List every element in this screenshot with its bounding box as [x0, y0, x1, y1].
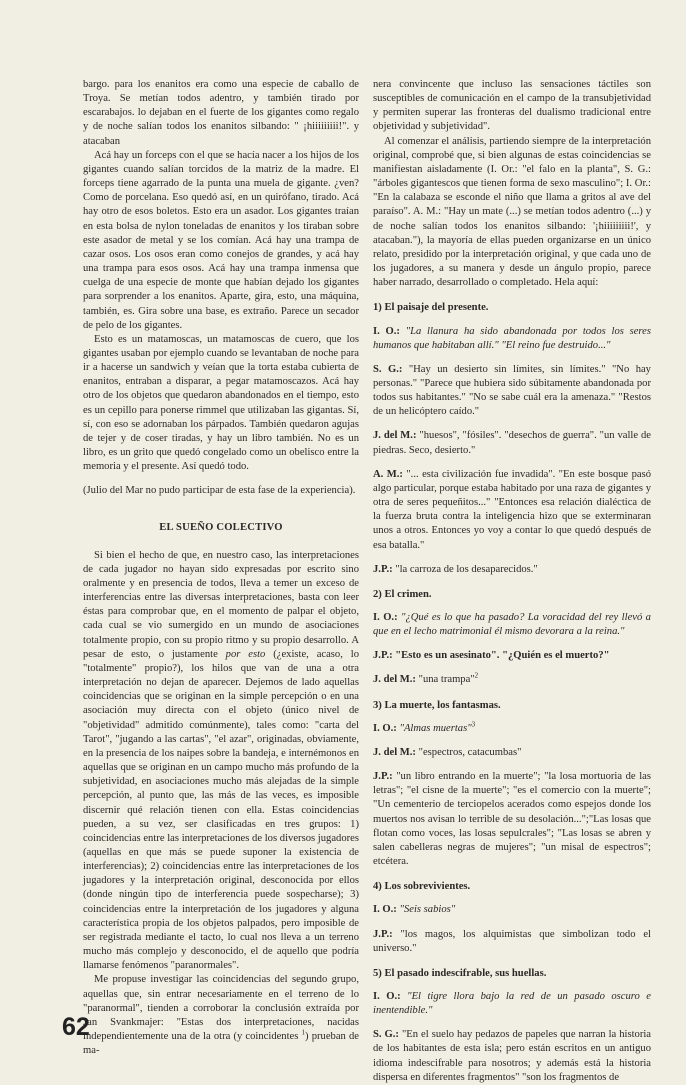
paragraph: Al comenzar el análisis, partiendo siempre de la interpretación original, comprobé que, si bien algunas de estas coincidencias se manifiestan aisladamente (I. Or.: "el falo en la planta", S. G.: "árboles gigantescos que tienen forma de sexo masculino"; I. Or.: "En la calabaza se esconde el niño que llama a gritos al ave del paraíso". A. M.: "Hay un mate (...) se metían todos adentro (...) y de noche salían todos los enanitos silbando: '¡hiiiiiiiii!', y atacaban."), la mayoría de ellas pueden organizarse en un único relato, presidido por la interpretación original, y que cada uno de los jugadores, a su manera y desde un ángulo propio, parece haber narrado, desarrollado o completado. Hela aquí:: [373, 135, 651, 289]
subsection-title: 4) Los sobrevivientes.: [373, 881, 471, 893]
left-column: [83, 78, 359, 1058]
subsection-title: 3) La muerte, los fantasmas.: [373, 699, 501, 711]
quote-entry: A. M.: "... esta civilización fue invadida". "En este bosque pasó algo particular, porque estaba habitado por una raza de gigantes y otra de seres pequeñitos..." "Entonces esa relación dialéctica de la fuerza bruta contra la inteligencia hizo que se exterminaran unos a otros. Entonces yo voy a contar lo que quedó después de esa batalla.": [373, 468, 651, 551]
quote-entry: J.P.: "los magos, los alquimistas que simbolizan todo el universo.": [373, 928, 651, 954]
quote-entry: J. del M.: "una trampa"$^2$: [373, 671, 479, 686]
paragraph: Me propuse investigar las coincidencias del segundo grupo, aquellas que, sin entrar necesariamente en el terreno de lo "paranormal", tienden a corroborar la conclusión extraída por Jan Svankmajer: "Estas dos interpretaciones, nacidas independientemente una de la otra (y coincidentes $^1$) prueban de ma-: [83, 974, 359, 1057]
footnote-ref: 1: [301, 1028, 306, 1037]
quote-entry: I. O.: "¿Qué es lo que ha pasado? La voracidad del rey llevó a que en el lecho matrimonial él mismo devorara a la reina.": [373, 612, 651, 638]
paragraph: bargo. para los enanitos era como una especie de caballo de Troya. Se metían todos adentro, y también tirado por escarabajos. lo dejaban en el fuerte de los gigantes como regalo y de noche salían todos los enanitos silbando: " ¡hiiiiiiiii!". y atacaban: [83, 79, 359, 147]
paragraph: (Julio del Mar no pudo participar de esta fase de la experiencia).: [83, 485, 356, 497]
paragraph: nera convincente que incluso las sensaciones táctiles son susceptibles de comunicación en el campo de la transubjetividad y permiten superar las fronteras del dualismo tradicional entre objetividad y subjetividad".: [373, 79, 651, 133]
quote-entry: S. G.: "En el suelo hay pedazos de papeles que narran la historia de los habitantes de esta isla; pero están escritos en un antiguo idioma indescifrable para nosotros; y además está la historia dispersa en diferentes fragmentos" "son los fragmentos de: [373, 1029, 651, 1083]
subsection-title: 1) El paisaje del presente.: [373, 302, 489, 314]
quote-entry: I. O.: "Seis sabios": [373, 904, 456, 916]
quote-entry: J.P.: "la carroza de los desaparecidos.": [373, 563, 538, 575]
quote-entry: J.P.: "un libro entrando en la muerte"; "la losa mortuoria de las letras"; "el cisne de la muerte"; "es el comercio con la muerte"; "Un cementerio de terciopelos acerados como espejos donde los muertos nos avisan lo terrible de su desolación...";"Las losas que flotan como voces, las losas sepulcrales"; "Las losas se abren y salen cabelleras negras de mujeres"; "un misal de espectros"; etcétera.: [373, 771, 651, 868]
footnote-ref: 2: [474, 671, 479, 680]
quote-entry: S. G.: "Hay un desierto sin límites, sin límites." "No hay personas." "Parece que hubiera sido súbitamente abandonada por todos sus habitantes." "No se sabe cuál era la amenaza." "Restos de un helicóptero caído.": [373, 363, 651, 418]
page-number: 62: [62, 1013, 90, 1041]
paragraph: Esto es un matamoscas, un matamoscas de cuero, que los gigantes usaban por ejemplo cuando se levantaban de noche para ir a hacerse un sandwich y veían que la torta estaba cubierta de enanitos, entraban a disparar, a pegar matamoscazos. Acá hay otro de los objetos que quedaron abandonados en el tiempo, esto es un cepillo para ponerse rimmel que utilizaban las gigantas. Sí, sí, con eso se adornaban los párpados. También quedaron agujas de tejer y de coser tiradas, y hay un libro también. No es un libro, es un grito que quedó congelado como un obelisco entre la memoria y el presente. Así quedó todo.: [83, 333, 359, 473]
quote-entry: I. O.: "La llanura ha sido abandonada por todos los seres humanos que habitaban allí." "El reino fue destruido...": [373, 325, 651, 351]
quote-entry: J. del M.: "huesos", "fósiles". "desechos de guerra". "un valle de piedras. Seco, desierto.": [373, 430, 651, 456]
subsection-title: 5) El pasado indescifrable, sus huellas.: [373, 967, 547, 979]
paragraph: Acá hay un forceps con el que se hacía nacer a los hijos de los gigantes cuando salían torcidos de la matriz de la madre. El forceps tiene agarrado de la punta una muela de gigante. ¿ven? Como de porcelana. Eso quedó así, en un quirófano, tirado. Acá hay otro de esos boletos. Esto era un asador. Los gigantes traían en esta bolsa de nylon toneladas de enanitos y los tiraban sobre este asador de metal y se los comían. Acá hay una trampa de cazar osos. Los osos eran como conejos de grandes, y acá hay una trampa para esos osos. Acá hay una trampa inmensa que cuelga de una especie de monte que habían dejado los gigantes para sorprender a los enanitos. Aparte, gira, esto, una máquina, también, es. Gira sobre una base, es extraño. Parece un secador de pelo de los gigantes.: [83, 149, 359, 331]
footnote-ref: 3: [471, 720, 476, 729]
paragraph: Si bien el hecho de que, en nuestro caso, las interpretaciones de cada jugador no hayan sido expresadas por escrito sino oralmente y en presencia de todos, lleva a temer un exceso de interferencias entre las diversas interpretaciones, basta con leer éstas para comprobar que, en el momento de palpar el objeto, cada cual se vio sumergido en un mundo de asociaciones totalmente propio, con su propio ritmo y su propio desarrollo. A pesar de esto, o justamente por esto (¿existe, acaso, lo "totalmente" propio?), los hilos que van de una a otra interpretación no dejan de aparecer. Dejemos de lado aquellas coincidencias que se originan en la simple percepción o en una asociación muy directa con el objeto (único nivel de "objetividad" admitido comúnmente), tales como: "carta del Tarot", "jugando a las cartas", "el azar", originadas, obviamente, en la presencia de los naipes sobre la bandeja, e internémonos en aquellas que se originan en un campo mucho más profundo de la subjetividad, en asociaciones mucho más alejadas de la simple percepción, al punto que, las más de las veces, es imposible discernir qué relación tienen con ella. Estas coincidencias pueden, a su vez, ser clasificadas en tres grupos: 1) coincidencias entre las interpretaciones de los diversos jugadores (aquellas en que más se puede suponer la existencia de interferencias); 2) coincidencias entre las interpretaciones de los jugadores y la interpretación original, desconocida por ellos (donde ningún tipo de interferencia puede sospecharse); 3) coincidencias entre la interpretación de los jugadores y alguna característica propia de los objetos palpados, pero imposible de ser registrada mediante el tacto, lo cual nos lleva a un terreno mucho más complejo y desconocido, el de aquello que podría llamarse fenómenos "paranormales".: [83, 549, 359, 972]
quote-entry: I. O.: "Almas muertas"$^3$: [373, 720, 476, 734]
quote-entry: I. O.: "El tigre llora bajo la red de un pasado oscuro e inentendible.": [373, 990, 651, 1017]
subsection-title: 2) El crimen.: [373, 588, 432, 600]
quote-entry: J.P.: "Esto es un asesinato". "¿Quién es el muerto?": [373, 650, 610, 662]
quote-entry: J. del M.: "espectros, catacumbas": [373, 746, 522, 758]
right-column: [373, 78, 651, 1085]
section-heading: EL SUEÑO COLECTIVO: [159, 521, 283, 533]
